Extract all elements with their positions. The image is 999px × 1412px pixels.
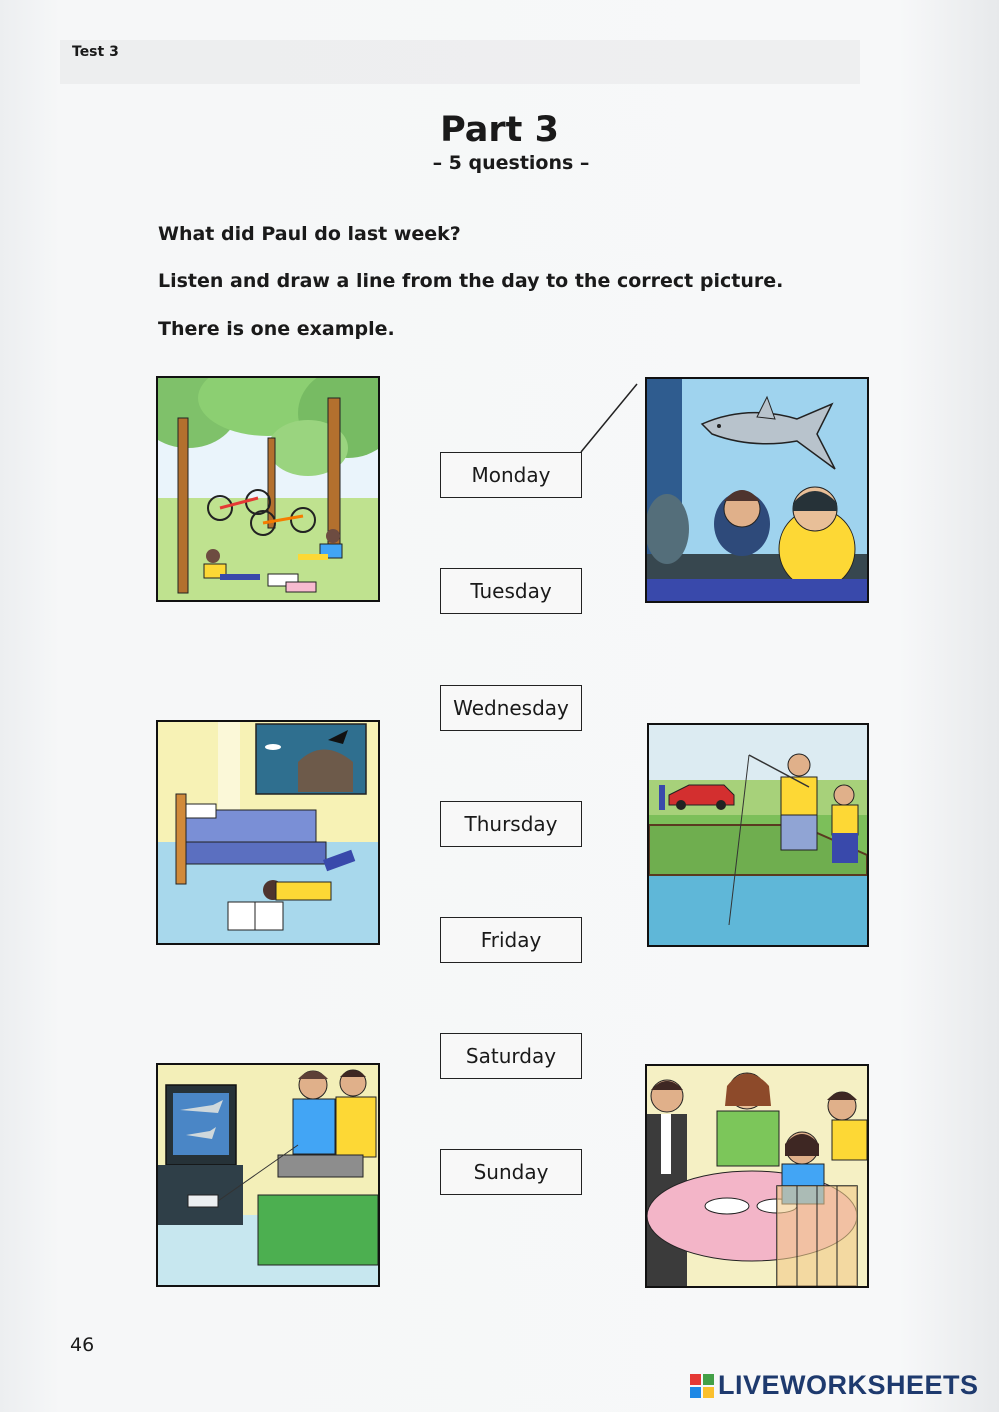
liveworksheets-wordmark: LIVEWORKSHEETS xyxy=(718,1370,979,1400)
video-game-picture[interactable] xyxy=(156,1063,380,1287)
fishing-picture[interactable] xyxy=(647,723,869,947)
family-dinner-picture[interactable] xyxy=(645,1064,869,1288)
day-tuesday[interactable]: Tuesday xyxy=(440,568,582,614)
liveworksheets-logo[interactable] xyxy=(690,1370,979,1401)
question-count: – 5 questions – xyxy=(432,152,590,174)
liveworksheets-icon xyxy=(690,1374,714,1398)
test-label: Test 3 xyxy=(72,44,119,60)
page-number: 46 xyxy=(70,1334,95,1356)
question-text: What did Paul do last week? xyxy=(158,223,461,245)
aquarium-picture[interactable] xyxy=(645,377,869,603)
logo-tile-green xyxy=(703,1374,714,1385)
day-monday[interactable]: Monday xyxy=(440,452,582,498)
park-bikes-picture[interactable] xyxy=(156,376,380,602)
logo-tile-red xyxy=(690,1374,701,1385)
logo-tile-blue xyxy=(690,1387,701,1398)
part-title: Part 3 xyxy=(440,110,559,150)
day-sunday[interactable]: Sunday xyxy=(440,1149,582,1195)
example-note: There is one example. xyxy=(158,318,395,340)
day-friday[interactable]: Friday xyxy=(440,917,582,963)
day-wednesday[interactable]: Wednesday xyxy=(440,685,582,731)
day-saturday[interactable]: Saturday xyxy=(440,1033,582,1079)
logo-tile-yellow xyxy=(703,1387,714,1398)
bedroom-reading-picture[interactable] xyxy=(156,720,380,945)
task-text: Listen and draw a line from the day to the correct picture. xyxy=(158,270,784,292)
day-thursday[interactable]: Thursday xyxy=(440,801,582,847)
